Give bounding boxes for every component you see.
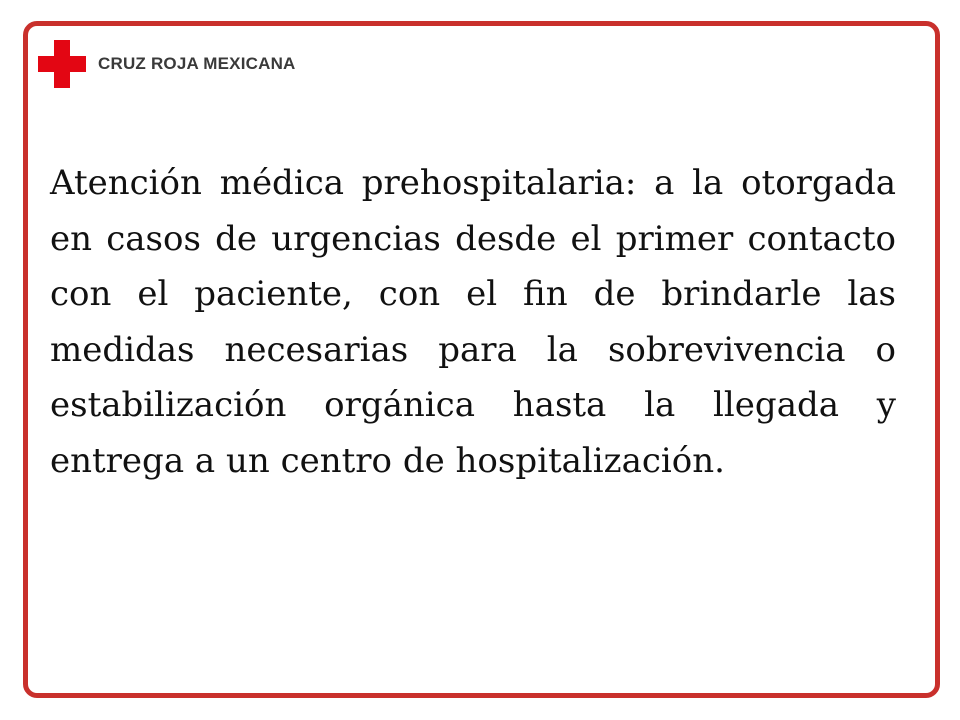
red-cross-icon — [38, 40, 86, 88]
organization-name: CRUZ ROJA MEXICANA — [98, 54, 296, 73]
definition-paragraph: Atención médica prehospitalaria: a la otorgada en casos de urgencias desde el primer contacto con el paciente, con el fin de brindarle las medidas necesarias para la sobrevivencia o estabilización orgánica hasta la llegada y entrega a un centro de hospitalización. — [50, 163, 896, 481]
brand-header — [38, 40, 296, 88]
